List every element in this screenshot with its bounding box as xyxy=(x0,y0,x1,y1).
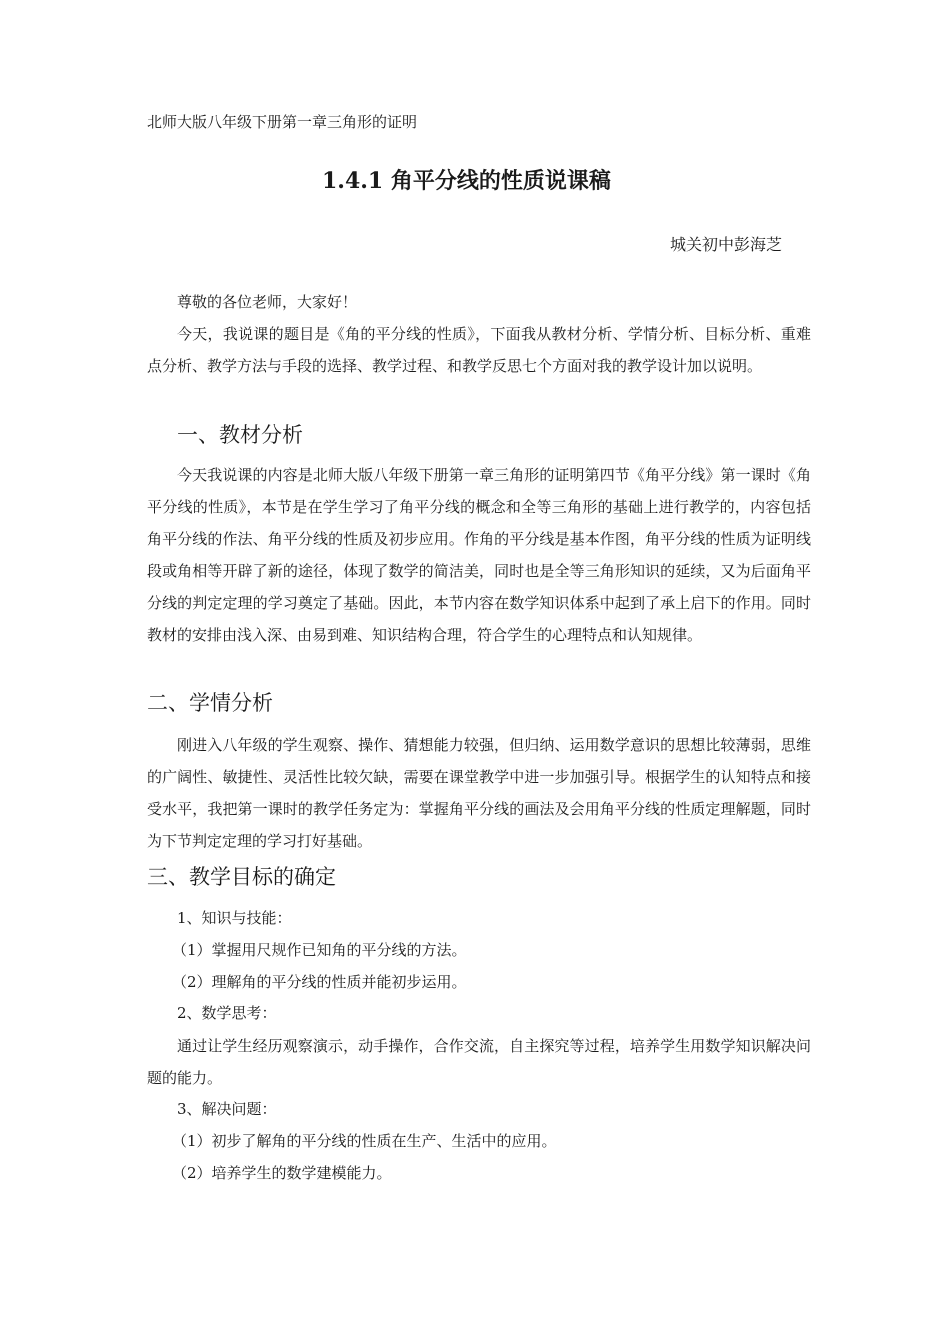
list-item: （2）培养学生的数学建模能力。 xyxy=(172,1164,392,1182)
list-item: （2）理解角的平分线的性质并能初步运用。 xyxy=(172,973,467,991)
list-item: 3、解决问题： xyxy=(177,1100,277,1118)
document-header: 北师大版八年级下册第一章三角形的证明 xyxy=(147,113,418,131)
list-item: （1）掌握用尺规作已知角的平分线的方法。 xyxy=(172,941,467,959)
section-heading-2: 二、学情分析 xyxy=(147,691,273,715)
intro-paragraph: 今天，我说课的题目是《角的平分线的性质》，下面我从教材分析、学情分析、目标分析、重难点分析、教学方法与手段的选择、教学过程、和教学反思七个方面对我的教学设计加以说明。 xyxy=(147,325,811,375)
document-title: 1.4.1 角平分线的性质说课稿 xyxy=(322,168,611,194)
list-item: 通过让学生经历观察演示，动手操作，合作交流，自主探究等过程，培养学生用数学知识解决问题的能力。 xyxy=(147,1037,811,1087)
section-2-paragraph: 刚进入八年级的学生观察、操作、猜想能力较强，但归纳、运用数学意识的思想比较薄弱，思维的广阔性、敏捷性、灵活性比较欠缺，需要在课堂教学中进一步加强引导。根据学生的认知特点和接受水平，我把第一课时的教学任务定为：掌握角平分线的画法及会用角平分线的性质定理解题，同时为下节判定定理的学习打好基础。 xyxy=(147,736,811,850)
author: 城关初中彭海芝 xyxy=(670,235,783,254)
section-heading-3: 三、教学目标的确定 xyxy=(147,865,336,889)
section-heading-1: 一、教材分析 xyxy=(177,423,303,447)
greeting: 尊敬的各位老师，大家好！ xyxy=(177,293,358,311)
list-item: 1、知识与技能： xyxy=(177,909,292,927)
list-item: 2、数学思考： xyxy=(177,1004,277,1022)
list-item: （1）初步了解角的平分线的性质在生产、生活中的应用。 xyxy=(172,1132,557,1150)
section-1-paragraph: 今天我说课的内容是北师大版八年级下册第一章三角形的证明第四节《角平分线》第一课时《角平分线的性质》，本节是在学生学习了角平分线的概念和全等三角形的基础上进行教学的，内容包括角平分线的作法、角平分线的性质及初步应用。作角的平分线是基本作图，角平分线的性质为证明线段或角相等开辟了新的途径，体现了数学的简洁美，同时也是全等三角形知识的延续，又为后面角平分线的判定定理的学习奠定了基础。因此，本节内容在数学知识体系中起到了承上启下的作用。同时教材的安排由浅入深、由易到难、知识结构合理，符合学生的心理特点和认知规律。 xyxy=(147,466,811,644)
